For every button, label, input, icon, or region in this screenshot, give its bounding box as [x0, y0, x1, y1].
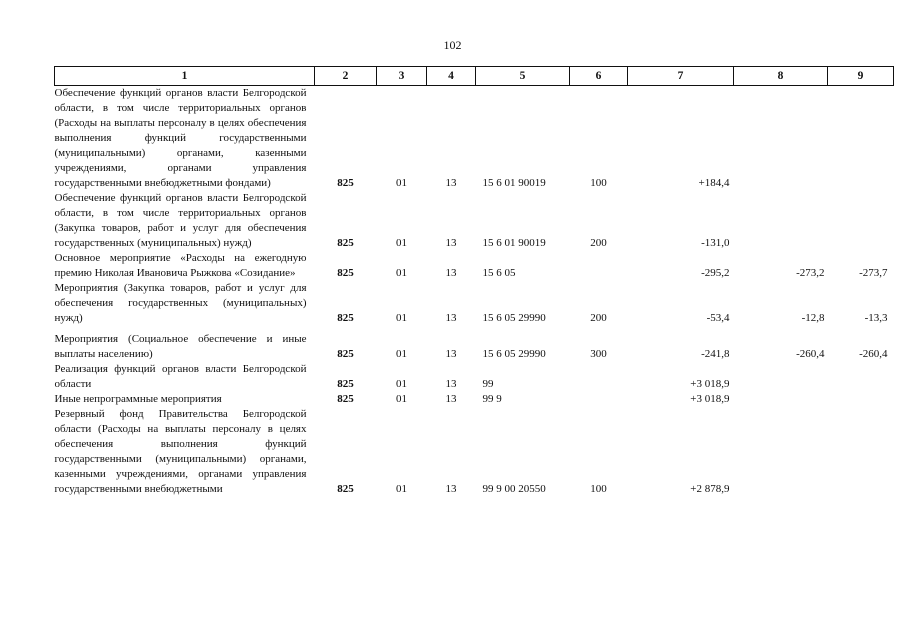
cell-target-article: 99 9 00 20550 [482, 483, 546, 495]
cell-expense-type: 300 [590, 348, 607, 360]
table-row [55, 407, 894, 497]
cell-target-article: 15 6 01 90019 [482, 177, 546, 189]
cell-ministry-code: 825 [337, 393, 354, 405]
header-col-5: 5 [476, 67, 570, 86]
cell-expense-type: 200 [590, 312, 607, 324]
row-description: Резервный фонд Правительства Белгородской области (Расходы на выплаты персоналу в целях обеспечения выполнения функций государственными (муниципальными) органами, казенными учреждениями, органами управления государственными внебюджетными [54, 408, 307, 495]
cell-amount-1: -295,2 [701, 267, 730, 279]
table-row [55, 86, 894, 192]
cell-expense-type: 100 [590, 483, 607, 495]
header-col-2: 2 [315, 67, 377, 86]
cell-amount-2: -260,4 [796, 348, 825, 360]
cell-target-article: 15 6 05 29990 [482, 348, 546, 360]
cell-subsection: 13 [445, 312, 457, 324]
cell-subsection: 13 [445, 267, 457, 279]
cell-expense-type: 200 [590, 237, 607, 249]
cell-ministry-code: 825 [337, 348, 354, 360]
cell-amount-1: +3 018,9 [690, 378, 730, 390]
header-col-6: 6 [570, 67, 628, 86]
cell-expense-type [570, 392, 628, 407]
row-description: Обеспечение функций органов власти Белгородской области, в том числе территориальных органов (Закупка товаров, работ и услуг для обеспечения государственных (муниципальных) нужд) [54, 192, 307, 249]
cell-amount-3 [828, 362, 894, 392]
cell-target-article: 99 9 [482, 393, 502, 405]
cell-amount-1: +2 878,9 [690, 483, 730, 495]
cell-subsection: 13 [445, 177, 457, 189]
cell-amount-3 [828, 191, 894, 251]
cell-amount-1: +184,4 [698, 177, 730, 189]
header-row [55, 67, 894, 86]
cell-section: 01 [396, 393, 407, 405]
table-row [55, 281, 894, 326]
header-col-8: 8 [734, 67, 828, 86]
cell-section: 01 [396, 378, 407, 390]
cell-ministry-code: 825 [337, 267, 354, 279]
cell-subsection: 13 [445, 348, 457, 360]
cell-subsection: 13 [445, 378, 457, 390]
cell-ministry-code: 825 [337, 378, 354, 390]
cell-amount-3: -260,4 [859, 348, 888, 360]
cell-section: 01 [396, 177, 407, 189]
cell-ministry-code: 825 [337, 237, 354, 249]
cell-target-article: 15 6 01 90019 [482, 237, 546, 249]
cell-target-article: 15 6 05 [482, 267, 516, 279]
cell-section: 01 [396, 237, 407, 249]
table-row [55, 251, 894, 281]
row-description: Мероприятия (Закупка товаров, работ и услуг для обеспечения государственных (муниципальных) нужд) [54, 282, 307, 324]
cell-amount-2 [734, 191, 828, 251]
table-row [55, 191, 894, 251]
cell-amount-2 [734, 407, 828, 497]
cell-amount-3 [828, 86, 894, 192]
cell-amount-1: -131,0 [701, 237, 730, 249]
header-col-7: 7 [628, 67, 734, 86]
header-col-4: 4 [427, 67, 476, 86]
row-description: Обеспечение функций органов власти Белгородской области, в том числе территориальных органов (Расходы на выплаты персоналу в целях обеспечения выполнения функций государственными (муниципальными) органами, казенными учреждениями, органами управления государственными внебюджетными фондами) [54, 87, 307, 189]
cell-amount-2 [734, 392, 828, 407]
cell-section: 01 [396, 267, 407, 279]
cell-subsection: 13 [445, 237, 457, 249]
row-description: Иные непрограммные мероприятия [54, 393, 222, 405]
cell-amount-1: +3 018,9 [690, 393, 730, 405]
cell-subsection: 13 [445, 393, 457, 405]
cell-subsection: 13 [445, 483, 457, 495]
cell-ministry-code: 825 [337, 312, 354, 324]
table-row [55, 362, 894, 392]
cell-amount-2 [734, 362, 828, 392]
header-col-3: 3 [377, 67, 427, 86]
cell-ministry-code: 825 [337, 177, 354, 189]
cell-amount-2: -273,2 [796, 267, 825, 279]
cell-section: 01 [396, 312, 407, 324]
budget-table [54, 66, 894, 497]
table-row [55, 392, 894, 407]
cell-amount-1: -53,4 [706, 312, 730, 324]
cell-expense-type [570, 251, 628, 281]
cell-amount-2 [734, 86, 828, 192]
cell-amount-1: -241,8 [701, 348, 730, 360]
row-description: Основное мероприятие «Расходы на ежегодную премию Николая Ивановича Рыжкова «Созидание» [54, 252, 307, 279]
cell-amount-3: -273,7 [859, 267, 888, 279]
cell-section: 01 [396, 483, 407, 495]
table-row [55, 326, 894, 362]
header-col-1: 1 [55, 67, 315, 86]
cell-amount-3 [828, 407, 894, 497]
header-col-9: 9 [828, 67, 894, 86]
cell-expense-type [570, 362, 628, 392]
page-number: 102 [443, 38, 462, 52]
cell-target-article: 99 [482, 378, 494, 390]
cell-ministry-code: 825 [337, 483, 354, 495]
cell-target-article: 15 6 05 29990 [482, 312, 546, 324]
cell-expense-type: 100 [590, 177, 607, 189]
row-description: Реализация функций органов власти Белгородской области [54, 363, 307, 390]
row-description: Мероприятия (Социальное обеспечение и иные выплаты населению) [54, 333, 307, 360]
cell-amount-3: -13,3 [864, 312, 888, 324]
cell-amount-2: -12,8 [801, 312, 825, 324]
cell-section: 01 [396, 348, 407, 360]
cell-amount-3 [828, 392, 894, 407]
